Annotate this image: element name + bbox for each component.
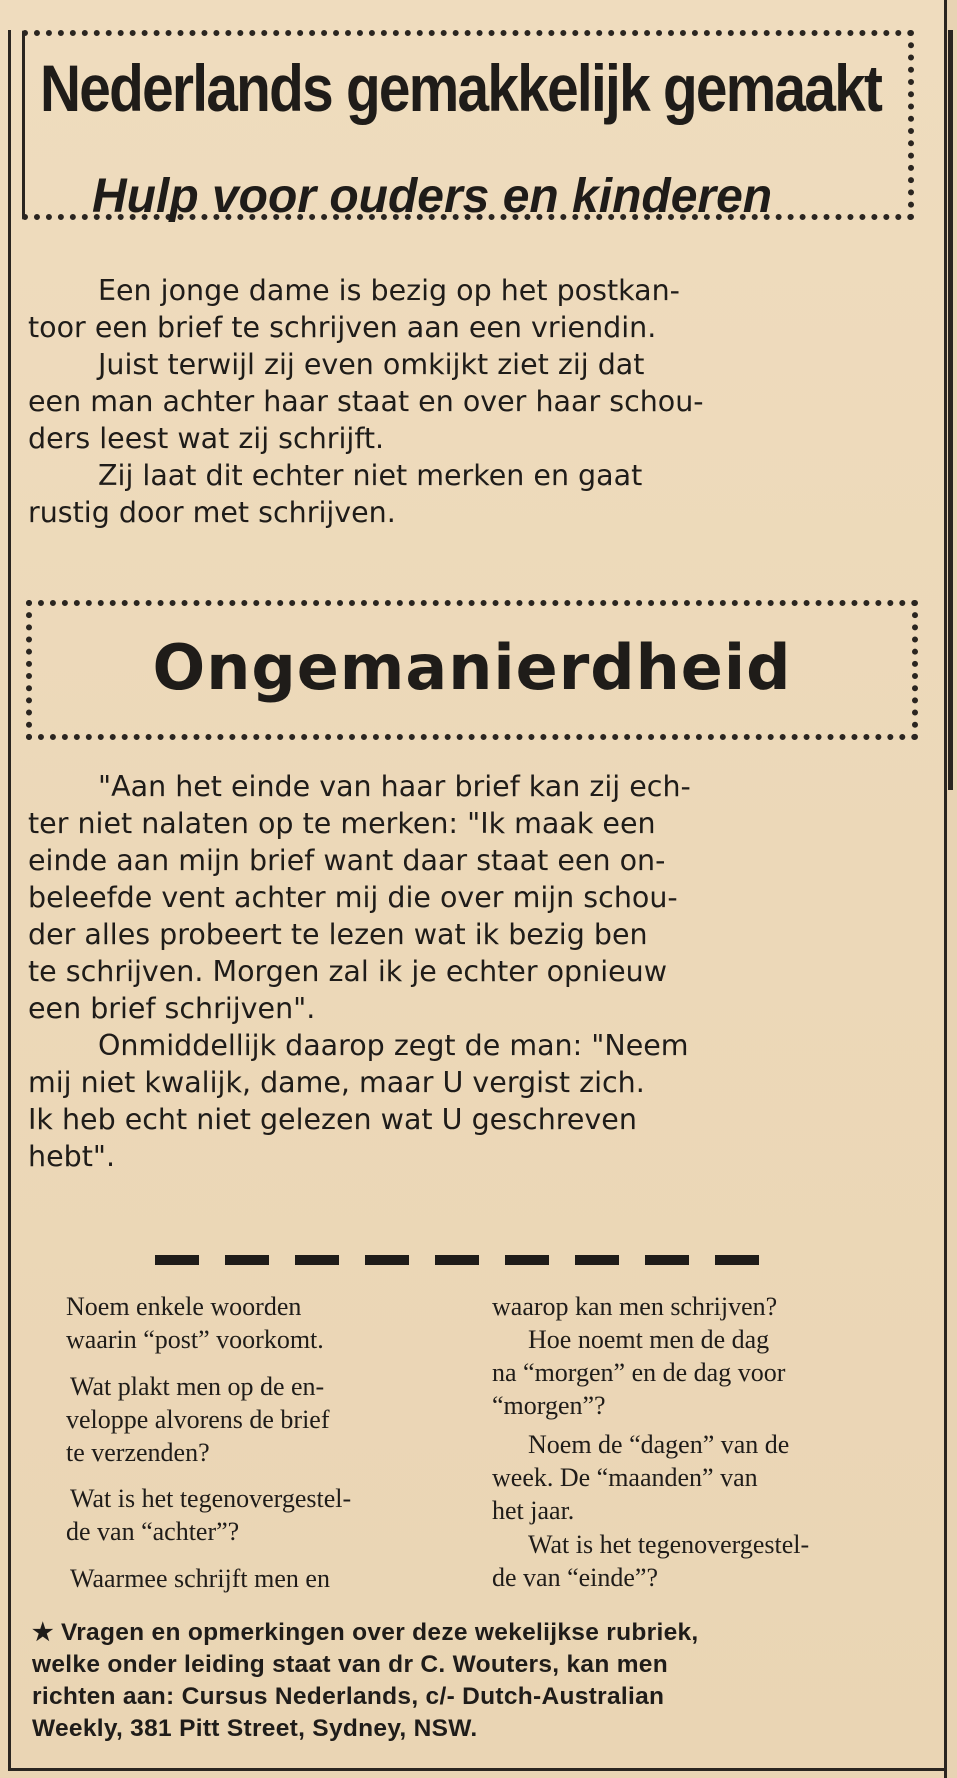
question-line: veloppe alvorens de brief bbox=[66, 1405, 330, 1434]
intro-line: ders leest wat zij schrijft. bbox=[28, 422, 385, 455]
question-right-1 bbox=[492, 1290, 930, 1323]
column-rule-left bbox=[8, 30, 11, 1770]
article-title: Nederlands gemakkelijk gemaakt bbox=[40, 51, 882, 125]
editor-note-line: welke onder leiding staat van dr C. Wouters, kan men bbox=[32, 1651, 668, 1678]
body-line: beleefde vent achter mij die over mijn schou- bbox=[28, 881, 678, 914]
bottom-rule bbox=[8, 1768, 944, 1771]
adjacent-column-rule bbox=[948, 30, 953, 790]
article-subtitle: Hulp voor ouders en kinderen bbox=[92, 170, 773, 223]
dashed-separator bbox=[155, 1255, 785, 1265]
body-line: een brief schrijven". bbox=[28, 992, 316, 1025]
question-line: Wat is het tegenovergestel- bbox=[70, 1484, 352, 1513]
body-line: Ik heb echt niet gelezen wat U geschreven bbox=[28, 1103, 637, 1136]
question-line: te verzenden? bbox=[66, 1438, 210, 1467]
editor-note-line bbox=[32, 1617, 930, 1649]
question-line: het jaar. bbox=[492, 1496, 575, 1525]
question-right-3 bbox=[492, 1428, 930, 1527]
question-right-4 bbox=[492, 1528, 930, 1594]
question-line: de van “einde”? bbox=[492, 1563, 659, 1592]
question-line: de van “achter”? bbox=[66, 1517, 240, 1546]
question-left-1 bbox=[66, 1290, 466, 1356]
editor-note-line: richten aan: Cursus Nederlands, c/- Dutch-Australian bbox=[32, 1683, 665, 1710]
question-line: week. De “maanden” van bbox=[492, 1463, 758, 1492]
intro-line: rustig door met schrijven. bbox=[28, 496, 396, 529]
question-line: waarop kan men schrijven? bbox=[492, 1292, 778, 1321]
intro-line: Zij laat dit echter niet merken en gaat bbox=[98, 459, 643, 492]
body-line: einde aan mijn brief want daar staat een on- bbox=[28, 844, 666, 877]
body-line: te schrijven. Morgen zal ik je echter opnieuw bbox=[28, 955, 668, 988]
question-line: “morgen”? bbox=[492, 1391, 606, 1420]
body-line: ter niet nalaten op te merken: "Ik maak een bbox=[28, 807, 656, 840]
body-line: Onmiddellijk daarop zegt de man: "Neem bbox=[98, 1029, 689, 1062]
question-line: Noem de “dagen” van de bbox=[528, 1430, 790, 1459]
editor-note bbox=[32, 1617, 930, 1745]
section-heading: Ongemanierdheid bbox=[152, 631, 792, 704]
question-left-4 bbox=[66, 1562, 466, 1595]
question-line: Wat is het tegenovergestel- bbox=[528, 1530, 810, 1559]
star-icon: ★ bbox=[32, 1619, 54, 1646]
intro-line: toor een brief te schrijven aan een vriendin. bbox=[28, 311, 657, 344]
question-line: waarin “post” voorkomt. bbox=[66, 1325, 324, 1354]
editor-note-line: Weekly, 381 Pitt Street, Sydney, NSW. bbox=[32, 1715, 478, 1742]
intro-line: Juist terwijl zij even omkijkt ziet zij dat bbox=[98, 348, 645, 381]
question-line: Wat plakt men op de en- bbox=[70, 1372, 325, 1401]
question-left-3 bbox=[66, 1482, 466, 1548]
body-line: hebt". bbox=[28, 1140, 116, 1173]
question-left-2 bbox=[66, 1370, 466, 1469]
editor-note-text: Vragen en opmerkingen over deze wekelijkse rubriek, bbox=[60, 1619, 699, 1646]
question-line: Waarmee schrijft men en bbox=[70, 1564, 330, 1593]
intro-line: een man achter haar staat en over haar schou- bbox=[28, 385, 704, 418]
question-line: Noem enkele woorden bbox=[66, 1292, 302, 1321]
question-line: na “morgen” en de dag voor bbox=[492, 1358, 786, 1387]
intro-paragraph bbox=[28, 272, 920, 531]
body-line: mij niet kwalijk, dame, maar U vergist zich. bbox=[28, 1066, 645, 1099]
body-line: "Aan het einde van haar brief kan zij ech- bbox=[98, 770, 691, 803]
question-line: Hoe noemt men de dag bbox=[528, 1325, 770, 1354]
body-line: der alles probeert te lezen wat ik bezig ben bbox=[28, 918, 648, 951]
intro-line: Een jonge dame is bezig op het postkan- bbox=[98, 274, 680, 307]
question-right-2 bbox=[492, 1323, 930, 1422]
body-paragraph bbox=[28, 768, 920, 1175]
